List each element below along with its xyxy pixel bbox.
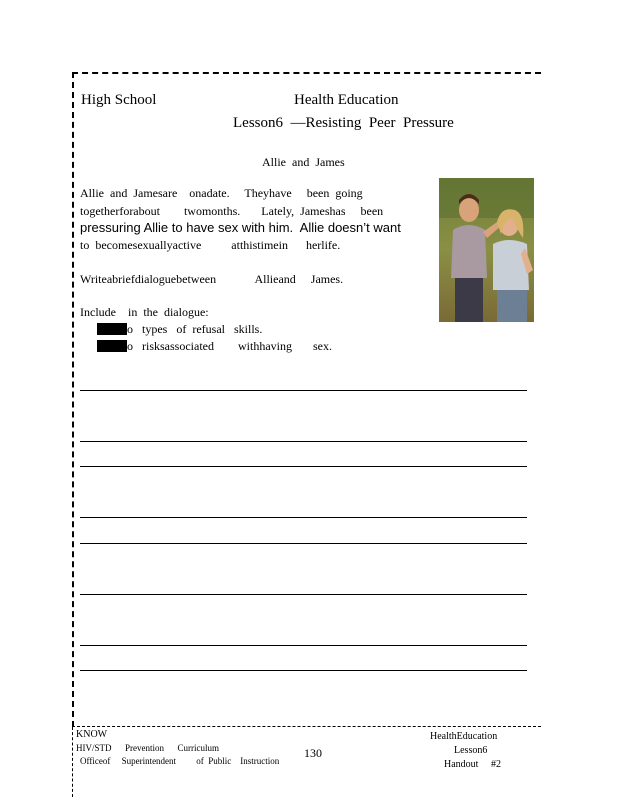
subject-title: Health Education — [294, 92, 399, 108]
scenario-line: pressuring Allie to have sex with him. Allie doesn’t want — [80, 220, 401, 235]
include-heading: Include in the dialogue: — [80, 305, 209, 319]
footer-know: KNOW — [76, 729, 108, 740]
writing-line[interactable] — [80, 670, 527, 671]
scenario-line: Allie and Jamesare onadate. Theyhave been going — [80, 186, 363, 200]
page-number: 130 — [304, 746, 322, 760]
writing-line[interactable] — [80, 466, 527, 467]
scenario-line: to becomesexuallyactive atthistimein herlife. — [80, 238, 341, 252]
include-item: o risksassociated withhaving sex. — [127, 339, 332, 353]
footer-border-left — [72, 727, 73, 797]
footer-lesson: Lesson6 — [454, 745, 488, 756]
page-border-top — [72, 72, 541, 74]
lesson-title: Lesson6 —Resisting Peer Pressure — [233, 115, 454, 131]
include-item: o types of refusal skills. — [127, 322, 263, 336]
writing-line[interactable] — [80, 543, 527, 544]
scenario-line: togetherforabout twomonths. Lately, Jameshas been — [80, 204, 384, 218]
redaction-bar — [97, 340, 127, 352]
writing-line[interactable] — [80, 517, 527, 518]
footer-subject: HealthEducation — [430, 731, 498, 742]
footer-curriculum: HIV/STD Prevention Curriculum — [76, 743, 219, 753]
redaction-bar — [97, 323, 127, 335]
writing-line[interactable] — [80, 594, 527, 595]
writing-line[interactable] — [80, 441, 527, 442]
footer-office: Officeof Superintendent of Public Instruction — [80, 756, 280, 766]
scenario-title: Allie and James — [262, 155, 345, 169]
school-label: High School — [81, 92, 157, 108]
footer-border-top — [72, 726, 541, 727]
writing-line[interactable] — [80, 390, 527, 391]
dialogue-instruction: Writeabriefdialoguebetween Allieand James. — [80, 272, 344, 286]
page-border-left — [72, 72, 74, 727]
writing-line[interactable] — [80, 645, 527, 646]
footer-handout: Handout #2 — [444, 759, 501, 770]
couple-photo — [439, 178, 534, 322]
